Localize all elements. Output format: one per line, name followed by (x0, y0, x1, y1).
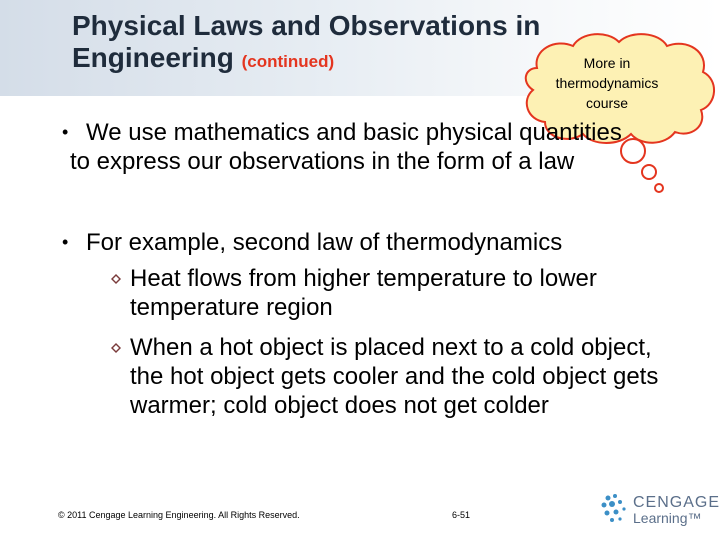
callout-line-1: More in (583, 55, 631, 71)
bullet-dot: • (62, 232, 69, 252)
thought-bubble-small (655, 184, 663, 192)
callout-line-3: course (585, 95, 629, 111)
bullet-text: For example, second law of thermodynamics (86, 229, 563, 256)
logo-wordmark: CENGAGE (633, 494, 720, 511)
slide-title (72, 10, 540, 78)
callout-line-2: thermodynamics (555, 75, 659, 91)
diamond-bullet-icon (111, 343, 121, 353)
sub-bullet-item (130, 333, 665, 420)
logo-dots (602, 494, 626, 522)
sub-bullet-item (130, 264, 650, 322)
bullet-item (62, 228, 660, 257)
bullet-text: We use mathematics and basic physical quantities to express our observations in the form of a law (70, 119, 622, 175)
thought-bubble-medium (642, 165, 656, 179)
diamond-bullet-icon (111, 274, 121, 284)
title-continued-label: (continued) (241, 52, 335, 71)
callout-text (540, 53, 674, 113)
title-line-2-text: Engineering (72, 42, 234, 73)
footer-copyright: © 2011 Cengage Learning Engineering. All Rights Reserved. (58, 510, 300, 520)
logo-tagline: Learning™ (633, 510, 702, 526)
bullet-item (62, 118, 630, 176)
sub-bullet-text: Heat flows from higher temperature to lower temperature region (130, 265, 597, 321)
title-line-2 (72, 42, 540, 78)
bullet-dot: • (62, 122, 69, 142)
title-line-1: Physical Laws and Observations in (72, 10, 541, 41)
sub-bullet-text: When a hot object is placed next to a cold object, the hot object gets cooler and the cold object gets warmer; cold object does not get colder (130, 334, 659, 419)
page-number: 6-51 (452, 510, 471, 520)
